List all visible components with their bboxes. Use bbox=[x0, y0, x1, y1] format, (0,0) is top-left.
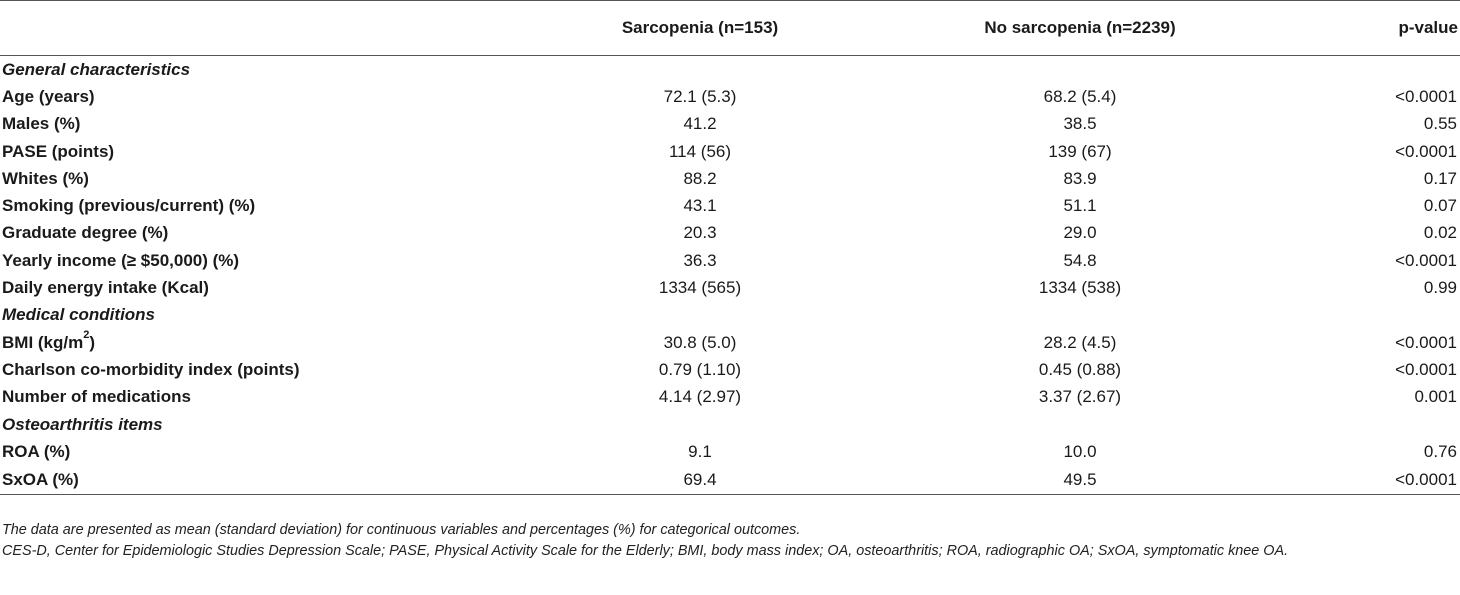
sarcopenia-value: 69.4 bbox=[502, 465, 898, 495]
row-label: Daily energy intake (Kcal) bbox=[2, 278, 209, 298]
row-label: Males (%) bbox=[2, 114, 81, 134]
p-value: 0.17 bbox=[1423, 168, 1457, 188]
p-value: <0.0001 bbox=[1395, 359, 1457, 379]
sarcopenia-value: 9.1 bbox=[688, 441, 712, 461]
p-value: 0.99 bbox=[1423, 278, 1457, 298]
sarcopenia-value: 43.1 bbox=[683, 196, 717, 216]
header-no-sarcopenia: No sarcopenia (n=2239) bbox=[898, 1, 1262, 56]
table-header bbox=[0, 1, 1460, 56]
p-value: 0.02 bbox=[1423, 223, 1457, 243]
section-header bbox=[0, 56, 1460, 84]
no-sarcopenia-value: 49.5 bbox=[898, 465, 1262, 495]
no-sarcopenia-value: 29.0 bbox=[1063, 223, 1097, 243]
row-label: Number of medications bbox=[2, 387, 191, 407]
table-row bbox=[0, 274, 1460, 301]
sarcopenia-value: 72.1 (5.3) bbox=[663, 86, 737, 106]
table-row bbox=[0, 384, 1460, 411]
table-row bbox=[0, 356, 1460, 383]
section-title: Medical conditions bbox=[2, 305, 156, 325]
table-row bbox=[0, 138, 1460, 165]
p-value: 0.55 bbox=[1423, 114, 1457, 134]
table-body bbox=[0, 56, 1460, 495]
no-sarcopenia-value: 10.0 bbox=[1063, 441, 1097, 461]
p-value: 0.001 bbox=[1414, 387, 1457, 407]
p-value: <0.0001 bbox=[1395, 141, 1457, 161]
sarcopenia-value: 4.14 (2.97) bbox=[658, 387, 742, 407]
table-row bbox=[0, 83, 1460, 110]
no-sarcopenia-value: 1334 (538) bbox=[1038, 278, 1122, 298]
row-label: Graduate degree (%) bbox=[2, 223, 169, 243]
header-row bbox=[0, 1, 1460, 56]
row-label: Whites (%) bbox=[2, 168, 89, 188]
p-value: 0.76 bbox=[1423, 441, 1457, 461]
row-label-tail: ) bbox=[89, 332, 96, 352]
footnote-abbreviations: CES-D, Center for Epidemiologic Studies Depression Scale; PASE, Physical Activity Scale for the Elderly; BMI, body mass index; OA, osteoarthritis; ROA, radiographic OA; SxOA, symptomatic knee OA. bbox=[2, 543, 1289, 559]
table-row bbox=[0, 111, 1460, 138]
row-label: SxOA (%) bbox=[0, 465, 502, 495]
row-label: Yearly income (≥ $50,000) (%) bbox=[2, 250, 240, 270]
no-sarcopenia-value: 51.1 bbox=[1063, 196, 1097, 216]
header-label bbox=[0, 1, 502, 56]
table-row bbox=[0, 165, 1460, 192]
p-value: <0.0001 bbox=[1262, 465, 1460, 495]
row-label-text: BMI (kg/m bbox=[2, 332, 84, 352]
header-pvalue: p-value bbox=[1262, 1, 1460, 56]
sarcopenia-value: 20.3 bbox=[683, 223, 717, 243]
row-label: Age (years) bbox=[2, 86, 95, 106]
sarcopenia-value: 41.2 bbox=[683, 114, 717, 134]
row-label: Charlson co-morbidity index (points) bbox=[2, 359, 300, 379]
table-row bbox=[0, 247, 1460, 274]
section-header bbox=[0, 411, 1460, 438]
row-label bbox=[0, 329, 502, 356]
no-sarcopenia-value: 139 (67) bbox=[1048, 141, 1112, 161]
sarcopenia-value: 114 (56) bbox=[668, 141, 732, 161]
sarcopenia-value: 0.79 (1.10) bbox=[658, 359, 742, 379]
p-value: <0.0001 bbox=[1395, 332, 1457, 352]
no-sarcopenia-value: 54.8 bbox=[1063, 250, 1097, 270]
row-label: ROA (%) bbox=[2, 441, 71, 461]
row-label: Smoking (previous/current) (%) bbox=[2, 196, 256, 216]
row-label-superscript: 2 bbox=[83, 328, 90, 341]
header-sarcopenia: Sarcopenia (n=153) bbox=[502, 1, 898, 56]
sarcopenia-value: 30.8 (5.0) bbox=[663, 332, 737, 352]
p-value: <0.0001 bbox=[1395, 86, 1457, 106]
no-sarcopenia-value: 28.2 (4.5) bbox=[1043, 332, 1117, 352]
section-header bbox=[0, 302, 1460, 329]
sarcopenia-value: 36.3 bbox=[683, 250, 717, 270]
no-sarcopenia-value: 0.45 (0.88) bbox=[1038, 359, 1122, 379]
no-sarcopenia-value: 68.2 (5.4) bbox=[1043, 86, 1117, 106]
table-row bbox=[0, 465, 1460, 495]
footnote-data-presentation: The data are presented as mean (standard deviation) for continuous variables and percentages (%) for categorical outcomes. bbox=[2, 522, 801, 538]
table-row bbox=[0, 438, 1460, 465]
table-row bbox=[0, 192, 1460, 219]
sarcopenia-value: 1334 (565) bbox=[658, 278, 742, 298]
section-title: General characteristics bbox=[2, 59, 191, 79]
no-sarcopenia-value: 83.9 bbox=[1063, 168, 1097, 188]
no-sarcopenia-value: 38.5 bbox=[1063, 114, 1097, 134]
table-footnotes bbox=[2, 520, 1452, 562]
p-value: 0.07 bbox=[1423, 196, 1457, 216]
table-row bbox=[0, 220, 1460, 247]
table-row bbox=[0, 329, 1460, 356]
section-title: Osteoarthritis items bbox=[2, 414, 163, 434]
sarcopenia-value: 88.2 bbox=[683, 168, 717, 188]
no-sarcopenia-value: 3.37 (2.67) bbox=[1038, 387, 1122, 407]
p-value: <0.0001 bbox=[1395, 250, 1457, 270]
row-label: PASE (points) bbox=[2, 141, 115, 161]
